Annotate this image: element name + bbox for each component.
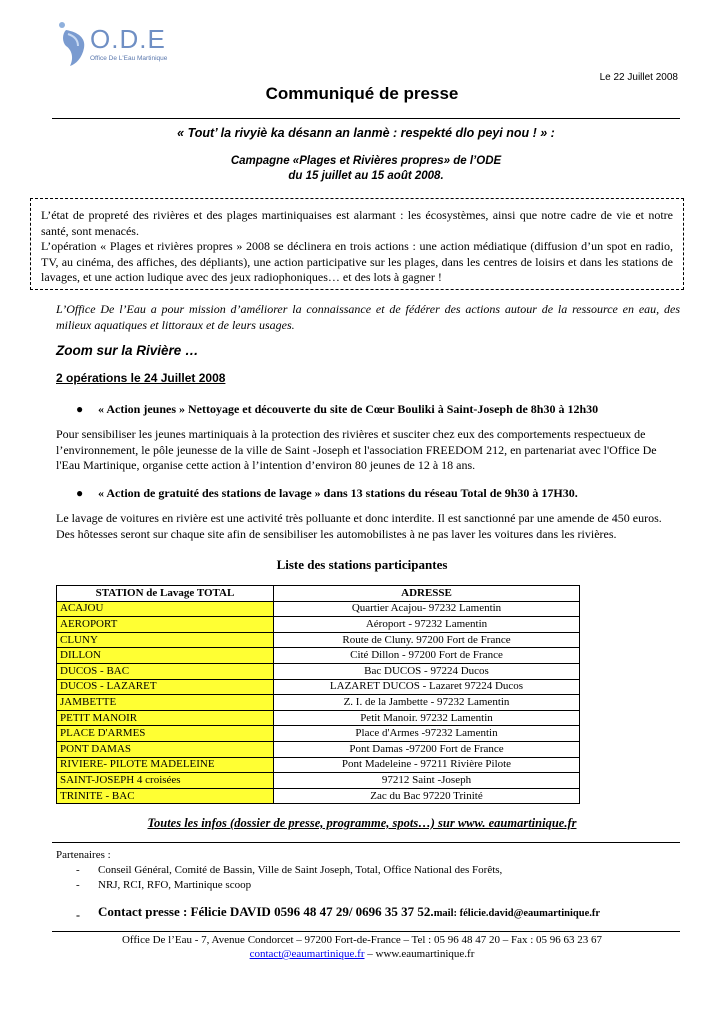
station-address-cell: Pont Damas -97200 Fort de France	[274, 741, 580, 757]
intro-box	[30, 198, 684, 290]
station-name-cell: SAINT-JOSEPH 4 croisées	[57, 773, 274, 789]
table-row	[57, 757, 580, 773]
title-rule	[52, 118, 680, 119]
station-address-cell: Aéroport - 97232 Lamentin	[274, 617, 580, 633]
station-name-cell: DUCOS - BAC	[57, 663, 274, 679]
document-date: Le 22 Juillet 2008	[599, 72, 678, 83]
stations-list-title: Liste des stations participantes	[276, 557, 448, 572]
section-heading-zoom: Zoom sur la Rivière …	[56, 343, 199, 358]
station-address-cell: Place d'Armes -97232 Lamentin	[274, 726, 580, 742]
campaign-line-2: du 15 juillet au 15 août 2008.	[288, 170, 444, 182]
partners-label: Partenaires :	[56, 849, 111, 861]
station-address-cell: Z. I. de la Jambette - 97232 Lamentin	[274, 695, 580, 711]
table-header-row	[57, 586, 580, 602]
station-address-cell: LAZARET DUCOS - Lazaret 97224 Ducos	[274, 679, 580, 695]
station-name-cell: AEROPORT	[57, 617, 274, 633]
logo-text: O.D.E	[90, 24, 166, 54]
station-name-cell: JAMBETTE	[57, 695, 274, 711]
station-address-cell: Pont Madeleine - 97211 Rivière Pilote	[274, 757, 580, 773]
contact-main: Contact presse : Félicie DAVID 0596 48 47 29/ 0696 35 37 52.	[98, 904, 434, 919]
station-name-cell: ACAJOU	[57, 601, 274, 617]
bullet-icon: ●	[76, 486, 84, 500]
station-address-cell: Bac DUCOS - 97224 Ducos	[274, 663, 580, 679]
table-row	[57, 741, 580, 757]
station-name-cell: TRINITE - BAC	[57, 788, 274, 804]
paragraph-lavage: Le lavage de voitures en rivière est une activité très polluante et donc interdite. Il est sanctionné par une amende de 450 euros. Des hôtesses seront sur chaque site afin de sensibiliser les automobilistes à ne pas laver les voitures dans les rivières.	[56, 511, 662, 541]
ode-logo	[52, 20, 172, 76]
station-name-cell: DUCOS - LAZARET	[57, 679, 274, 695]
contact-mail[interactable]: mail: félicie.david@eaumartinique.fr	[433, 908, 601, 919]
table-row	[57, 726, 580, 742]
campaign-title	[52, 154, 680, 184]
table-row	[57, 601, 580, 617]
station-address-cell: Petit Manoir. 97232 Lamentin	[274, 710, 580, 726]
station-address-cell: Zac du Bac 97220 Trinité	[274, 788, 580, 804]
table-row	[57, 617, 580, 633]
column-header-address: ADRESSE	[274, 586, 580, 602]
intro-paragraph-2: L’opération « Plages et rivières propres » 2008 se déclinera en trois actions : une action médiatique (diffusion d’un spot en radio, TV, au cinéma, des affiches, des dépliants), une action participative sur les plages, dans les centres de loisirs et dans les stations de lavages, et une action ludique avec des jeux radiophoniques… et des lots à gagner !	[41, 239, 673, 284]
mission-statement: L’Office De l’Eau a pour mission d’améliorer la connaissance et de fédérer des actions autour de la ressource en eau, des milieux aquatiques et littoraux et de leurs usages.	[56, 302, 680, 332]
bullet-text: « Action jeunes » Nettoyage et découverte du site de Cœur Bouliki à Saint-Joseph de 8h30 à 12h30	[98, 402, 599, 416]
station-address-cell: Route de Cluny. 97200 Fort de France	[274, 632, 580, 648]
slogan: « Tout’ la rivyiè ka désann an lanmè : respekté dlo peyi nou ! » :	[177, 126, 555, 140]
station-name-cell: RIVIERE- PILOTE MADELEINE	[57, 757, 274, 773]
table-row	[57, 648, 580, 664]
intro-paragraph-1: L’état de propreté des rivières et des plages martiniquaises est alarmant : les écosystèmes, ainsi que notre cadre de vie et notre santé, sont menacés.	[41, 208, 673, 238]
table-row	[57, 679, 580, 695]
station-address-cell: Cité Dillon - 97200 Fort de France	[274, 648, 580, 664]
station-name-cell: CLUNY	[57, 632, 274, 648]
table-row	[57, 632, 580, 648]
table-row	[57, 695, 580, 711]
bullet-icon: ●	[76, 402, 84, 416]
page-title: Communiqué de presse	[265, 84, 459, 103]
station-address-cell: Quartier Acajou- 97232 Lamentin	[274, 601, 580, 617]
station-name-cell: PLACE D'ARMES	[57, 726, 274, 742]
table-row	[57, 710, 580, 726]
table-row	[57, 663, 580, 679]
paragraph-jeunes: Pour sensibiliser les jeunes martiniquais à la protection des rivières et susciter chez eux des comportements respectueux de l’environnement, le pôle jeunesse de la ville de Saint -Joseph et l'association FREEDOM 212, en partenariat avec l'Office De l'Eau Martinique, organise cette action à l’intention d’environ 80 jeunes de 12 à 18 ans.	[56, 427, 657, 472]
operations-heading: 2 opérations le 24 Juillet 2008	[56, 371, 226, 385]
water-drop-icon	[56, 20, 90, 68]
footer-address: Office De l’Eau - 7, Avenue Condorcet – 97200 Fort-de-France – Tel : 05 96 48 47 20 – Fax : 05 96 63 23 67	[121, 934, 603, 946]
footer-website: – www.eaumartinique.fr	[364, 948, 475, 960]
logo-subtitle: Office De L'Eau Martinique	[90, 55, 168, 62]
station-name-cell: PETIT MANOIR	[57, 710, 274, 726]
partner-item-text: Conseil Général, Comité de Bassin, Ville de Saint Joseph, Total, Office National des Forêts,	[98, 864, 503, 876]
column-header-station: STATION de Lavage TOTAL	[57, 586, 274, 602]
table-row	[57, 773, 580, 789]
campaign-line-1: Campagne «Plages et Rivières propres» de l’ODE	[230, 155, 502, 167]
station-name-cell: DILLON	[57, 648, 274, 664]
partner-item-text: NRJ, RCI, RFO, Martinique scoop	[98, 879, 252, 891]
partners-rule	[52, 842, 680, 843]
station-name-cell: PONT DAMAS	[57, 741, 274, 757]
footer-rule	[52, 931, 680, 932]
footer-contact	[0, 948, 724, 960]
bullet-text: « Action de gratuité des stations de lavage » dans 13 stations du réseau Total de 9h30 à 17H30.	[98, 486, 578, 500]
table-row	[57, 788, 580, 804]
footer-email-link[interactable]: contact@eaumartinique.fr	[249, 948, 365, 960]
station-address-cell: 97212 Saint -Joseph	[274, 773, 580, 789]
stations-table	[56, 585, 580, 804]
infos-link-line[interactable]: Toutes les infos (dossier de presse, programme, spots…) sur www. eaumartinique.fr	[147, 816, 577, 830]
